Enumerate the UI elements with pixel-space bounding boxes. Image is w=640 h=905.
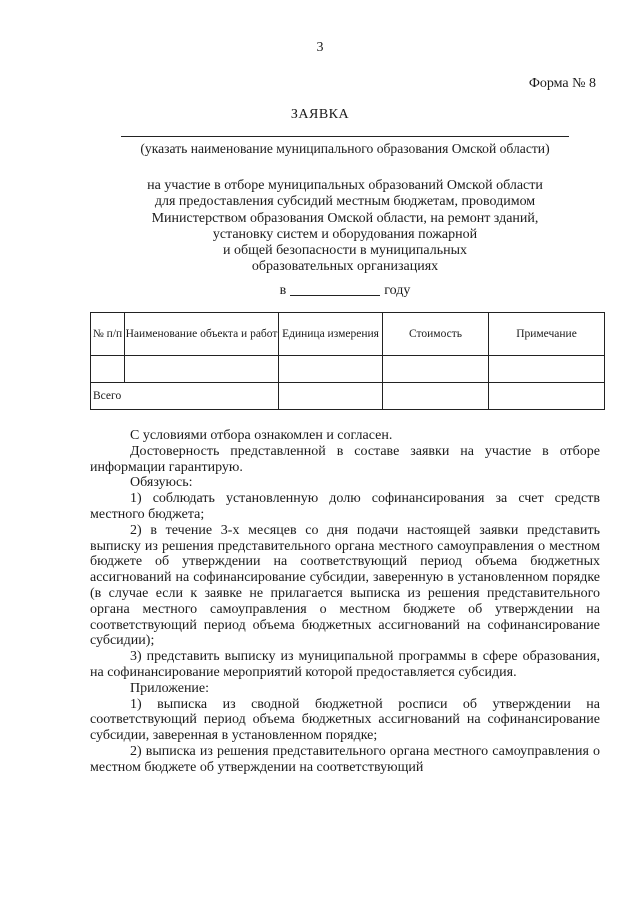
subtitle-line: и общей безопасности в муниципальных — [223, 243, 467, 259]
document-title: ЗАЯВКА — [290, 107, 350, 122]
table-cell — [489, 356, 605, 383]
paragraph-obligation-3: 3) представить выписку из муниципальной программы в сфере образования, на софинансирование мероприятий которой предоставляется субсидия. — [90, 649, 600, 680]
table-header-row — [91, 313, 605, 356]
table-cell — [279, 383, 383, 410]
subtitle-line: установку систем и оборудования пожарной — [212, 226, 478, 242]
table-cell — [383, 383, 489, 410]
year-line — [105, 282, 585, 299]
year-suffix: году — [384, 283, 411, 298]
table-cell — [279, 356, 383, 383]
subtitle-line: Министерством образования Омской области, на ремонт зданий, — [151, 210, 539, 226]
paragraph-attachment-2: 2) выписка из решения представительного органа местного самоуправления о местном бюджете об утверждении на соответствующий — [90, 743, 600, 775]
paragraph-attachment-1: 1) выписка из сводной бюджетной росписи об утверждении на соответствующий период объема бюджетных ассигнований на софинансирование субсидии, заверенная в установленном порядке; — [90, 696, 600, 744]
header-cost: Стоимость — [383, 313, 489, 356]
table-cell — [125, 356, 279, 383]
total-row — [91, 383, 605, 410]
municipality-hint: (указать наименование муниципального образования Омской области) — [140, 141, 550, 156]
header-note: Примечание — [489, 313, 605, 356]
page-number: 3 — [316, 40, 324, 55]
table-cell — [489, 383, 605, 410]
table-cell — [91, 356, 125, 383]
paragraph-agreement: С условиями отбора ознакомлен и согласен. — [130, 428, 393, 443]
table-cell — [383, 356, 489, 383]
table-row — [91, 356, 605, 383]
body-text — [90, 428, 600, 776]
total-label: Всего — [91, 383, 279, 410]
paragraph-obligation-2: 2) в течение 3-х месяцев со дня подачи настоящей заявки представить выписку из решения представительного органа местного самоуправления о местном бюджете об утверждении на соответствующий период объема бюджетных ассигнований на софинансирование субсидии, заверенную в установленном порядке (в случае если к заявке не прилагается выписка из решения представительного органа местного самоуправления о местном бюджете об утверждении на соответствующий период объема бюджетных ассигнований на софинансирование субсидии); — [90, 522, 600, 649]
header-number: № п/п — [91, 313, 125, 356]
form-label: Форма № 8 — [528, 76, 596, 91]
header-object-name: Наименование объекта и работ — [125, 313, 279, 356]
application-subtitle — [105, 178, 585, 276]
paragraph-guarantee: Достоверность представленной в составе заявки на участие в отборе информации гарантирую. — [90, 443, 600, 475]
year-blank — [290, 282, 380, 296]
paragraph-obligation-1: 1) соблюдать установленную долю софинансирования за счет средств местного бюджета; — [90, 491, 600, 522]
paragraph-obligations-heading: Обязуюсь: — [130, 475, 193, 491]
application-table — [90, 312, 605, 410]
subtitle-line: образовательных организациях — [251, 259, 439, 275]
header-unit: Единица измерения — [279, 313, 383, 356]
subtitle-line: на участие в отборе муниципальных образований Омской области — [147, 178, 543, 193]
municipality-blank-line — [121, 136, 569, 137]
subtitle-line: для предоставления субсидий местным бюджетам, проводимом — [154, 194, 536, 210]
year-prefix: в — [279, 283, 287, 298]
paragraph-attachments-heading: Приложение: — [130, 680, 210, 696]
